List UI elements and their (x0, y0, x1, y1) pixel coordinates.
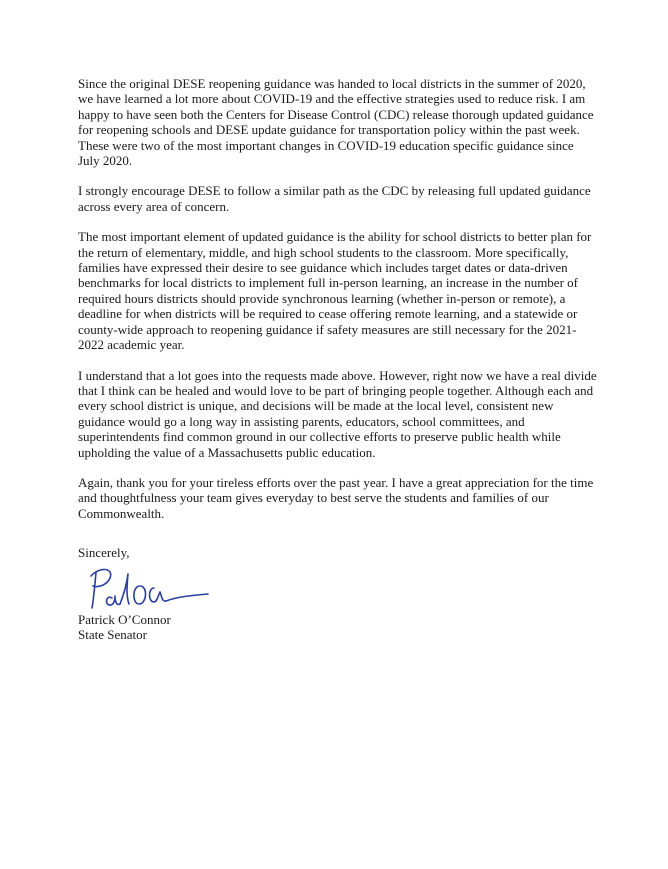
paragraph-thanks: Again, thank you for your tireless efforts over the past year. I have a great appreciation for the time and thoughtfulness your team gives everyday to best serve the students and families of our Commonwealth. (78, 474, 594, 521)
handwritten-signature (82, 564, 212, 612)
paragraph-requests: I understand that a lot goes into the requests made above. However, right now we have a real divide that I think can be healed and would love to be part of bringing people together. Although each and every school district is unique, and decisions will be made at the local level, consistent new guidance would go a long way in assisting parents, educators, school committees, and superintendents find common ground in our collective efforts to preserve public health while upholding the value of a Massachusetts public education. (78, 367, 597, 460)
signer-title: State Senator (78, 626, 147, 642)
paragraph-updated-guidance: The most important element of updated guidance is the ability for school districts to better plan for the return of elementary, middle, and high school students to the classroom. More specifically, families have expressed their desire to see guidance which includes target dates or data-driven benchmarks for local districts to implement full in-person learning, an increase in the number of required hours districts should provide synchronous learning (whether in-person or remote), a deadline for when districts will be required to cease offering remote learning, and a statewide or county-wide approach to reopening guidance if safety measures are still necessary for the 2021-2022 academic year. (78, 229, 592, 353)
paragraph-reopening-guidance: Since the original DESE reopening guidance was handed to local districts in the summer of 2020, we have learned a lot more about COVID-19 and the effective strategies used to reduce risk. I am happy to have seen both the Centers for Disease Control (CDC) release thorough updated guidance for reopening schools and DESE update guidance for transportation policy within the past week. These were two of the most important changes in COVID-19 education specific guidance since July 2020. (78, 76, 594, 169)
signer-name: Patrick O’Connor (78, 611, 171, 627)
letter-body (78, 76, 598, 642)
closing-salutation: Sincerely, (78, 545, 130, 561)
paragraph-encourage-dese: I strongly encourage DESE to follow a similar path as the CDC by releasing full updated guidance across every area of concern. (78, 183, 591, 214)
